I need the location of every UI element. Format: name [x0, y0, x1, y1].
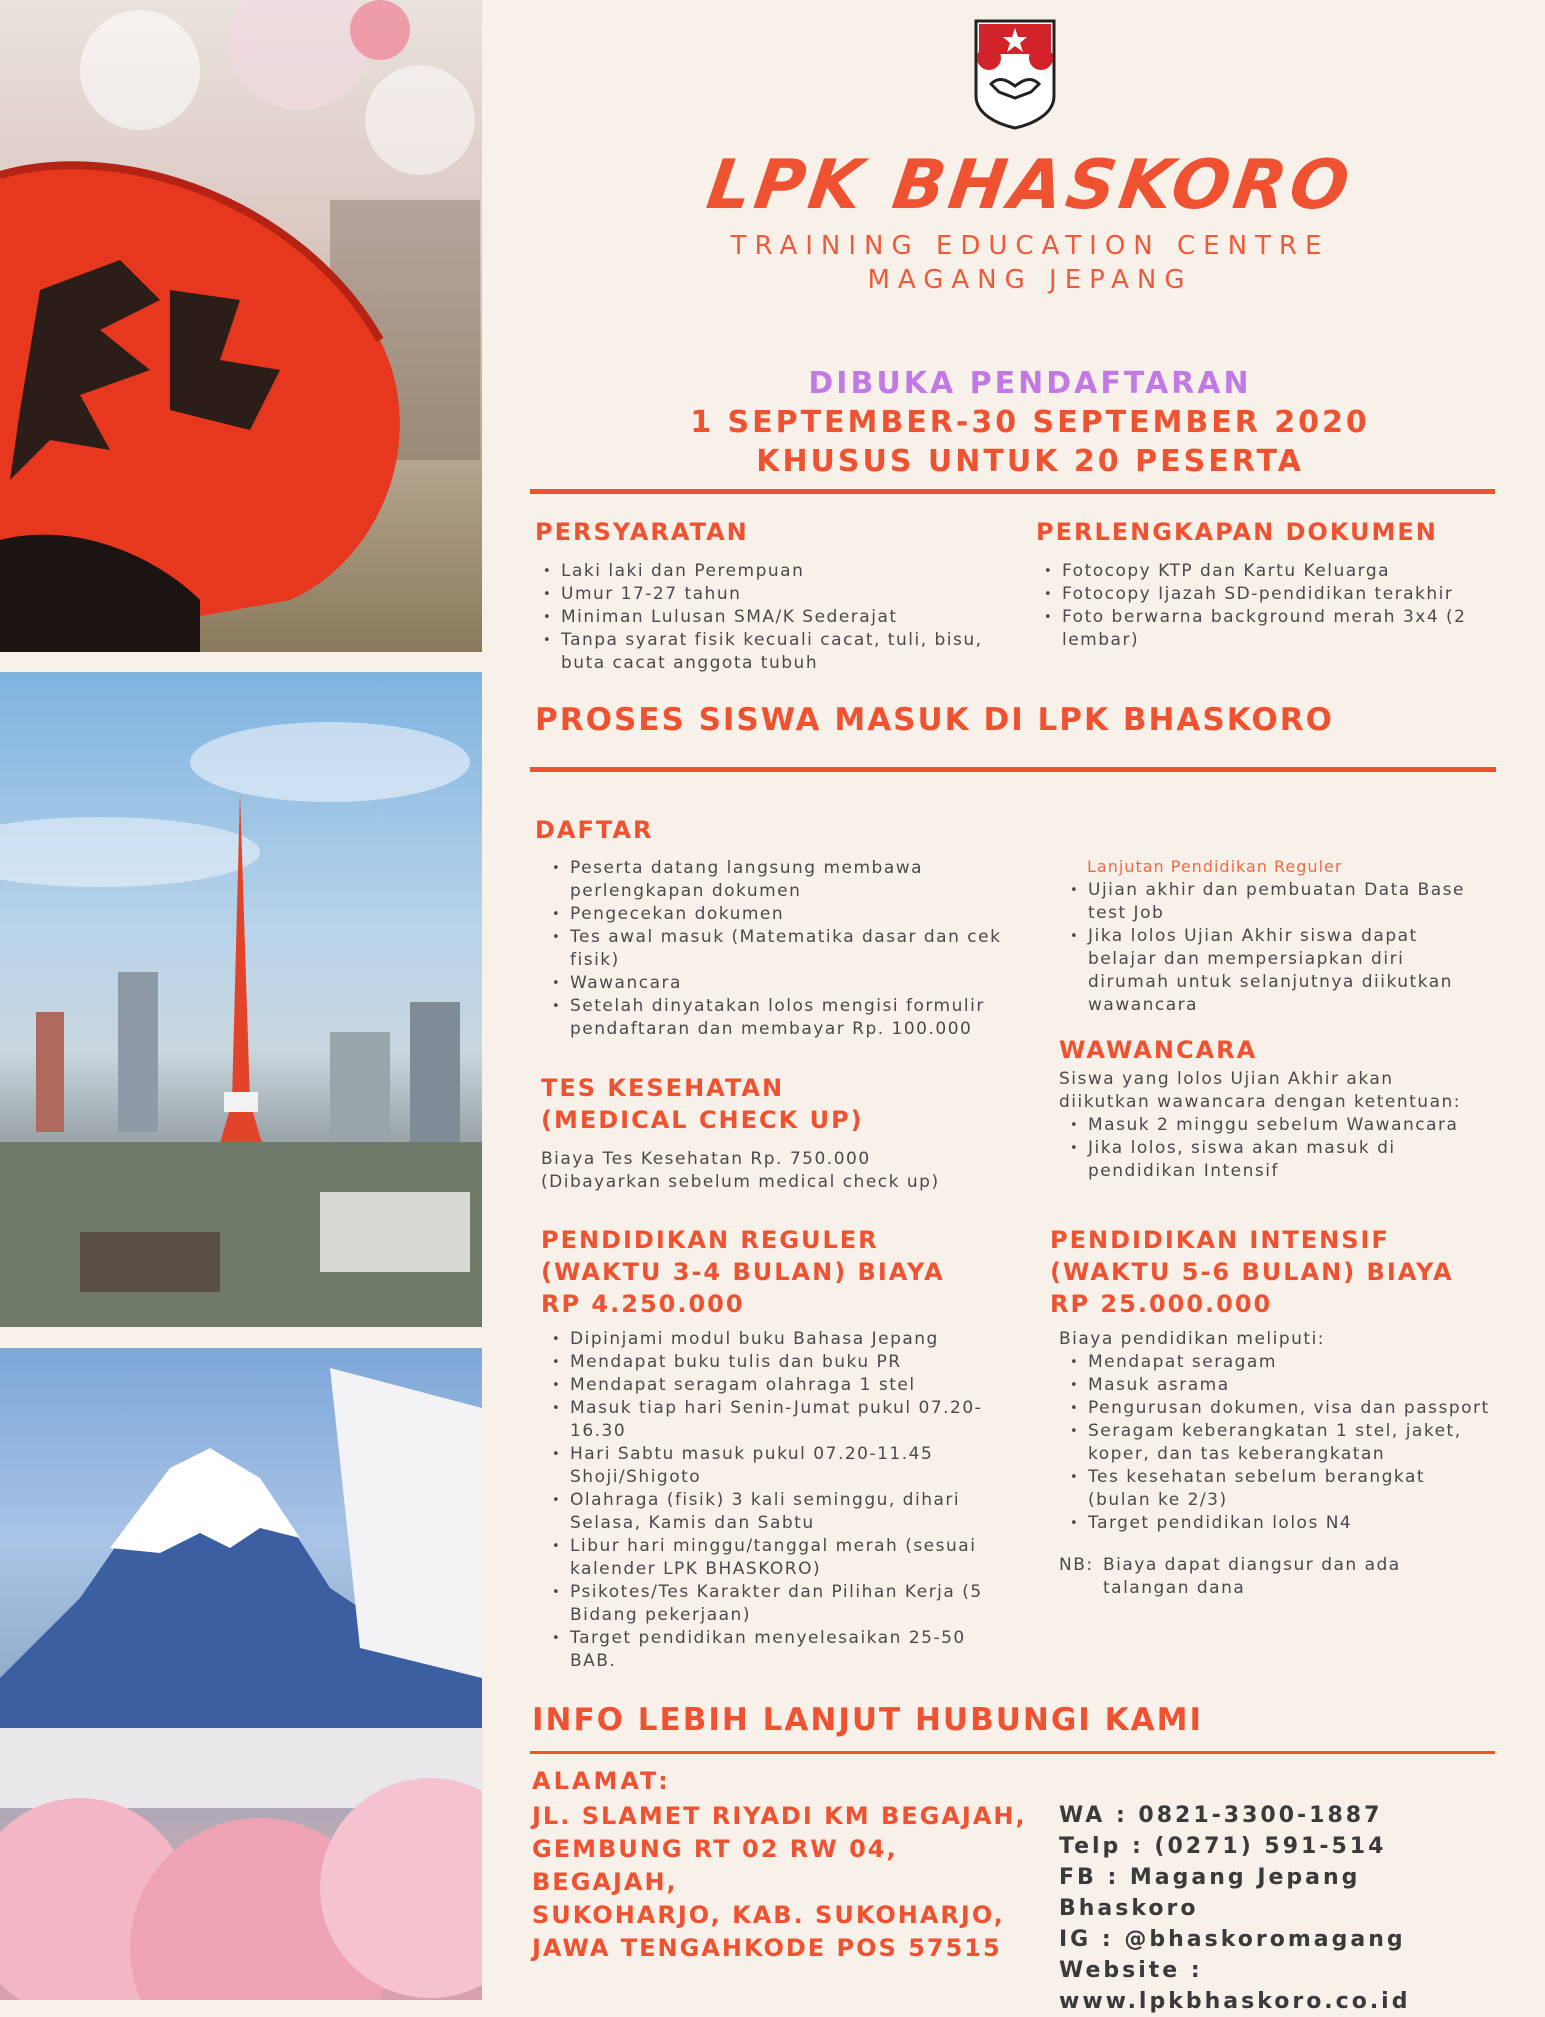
list-item: • Fotocopy Ijazah SD-pendidikan terakhir — [1036, 583, 1491, 606]
tes-kesehatan-title-2: (MEDICAL CHECK UP) — [541, 1106, 864, 1134]
list-item: • Jika lolos Ujian Akhir siswa dapat belajar dan mempersiapkan diri dirumah untuk selanjutnya diikutkan wawancara — [1062, 925, 1482, 1017]
contact-website[interactable]: Website : www.lpkbhaskoro.co.id — [1059, 1958, 1411, 2014]
list-item: • Ujian akhir dan pembuatan Data Base test Job — [1062, 879, 1482, 925]
list-item: • Seragam keberangkatan 1 stel, jaket, koper, dan tas keberangkatan — [1062, 1420, 1492, 1466]
divider-2 — [530, 767, 1496, 772]
list-item: • Tes awal masuk (Matematika dasar dan cek fisik) — [544, 926, 1004, 972]
list-item: • Mendapat seragam — [1062, 1351, 1492, 1374]
reguler-title-1: PENDIDIKAN REGULER — [541, 1226, 879, 1254]
list-item: • Psikotes/Tes Karakter dan Pilihan Kerja (5 Bidang pekerjaan) — [544, 1581, 994, 1627]
announcement-line-3: KHUSUS UNTUK 20 PESERTA — [756, 444, 1304, 479]
wawancara-list — [1062, 1114, 1492, 1183]
list-item: • Dipinjami modul buku Bahasa Jepang — [544, 1328, 994, 1351]
list-item: • Mendapat buku tulis dan buku PR — [544, 1351, 994, 1374]
list-item: • Fotocopy KTP dan Kartu Keluarga — [1036, 560, 1491, 583]
brand-subtitle-1: TRAINING EDUCATION CENTRE — [730, 231, 1330, 261]
list-item: • Tes kesehatan sebelum berangkat (bulan ke 2/3) — [1062, 1466, 1492, 1512]
brand-title: LPK BHASKORO — [702, 146, 1358, 225]
photo-tokyo-tower — [0, 672, 482, 1327]
perlengkapan-list — [1036, 560, 1491, 652]
intensif-note-text: Biaya dapat diangsur dan ada talangan dana — [1103, 1555, 1401, 1598]
brand-subtitle-2: MAGANG JEPANG — [867, 265, 1193, 295]
list-item: • Hari Sabtu masuk pukul 07.20-11.45 Shoji/Shigoto — [544, 1443, 994, 1489]
persyaratan-list — [535, 560, 995, 675]
list-item: • Setelah dinyatakan lolos mengisi formulir pendaftaran dan membayar Rp. 100.000 — [544, 995, 1004, 1041]
alamat-line: SUKOHARJO, KAB. SUKOHARJO, — [532, 1901, 1005, 1929]
list-item: • Target pendidikan menyelesaikan 25-50 BAB. — [544, 1627, 994, 1673]
list-item: • Wawancara — [544, 972, 1004, 995]
list-item: • Mendapat seragam olahraga 1 stel — [544, 1374, 994, 1397]
list-item: • Peserta datang langsung membawa perlengkapan dokumen — [544, 857, 1004, 903]
list-item: • Masuk tiap hari Senin-Jumat pukul 07.20-16.30 — [544, 1397, 994, 1443]
alamat-block — [532, 1800, 1032, 1965]
list-item: • Miniman Lulusan SMA/K Sederajat — [535, 606, 995, 629]
intensif-title-2: (WAKTU 5-6 BULAN) BIAYA — [1050, 1258, 1454, 1286]
reguler-list — [544, 1328, 994, 1673]
list-item: • Jika lolos, siswa akan masuk di pendidikan Intensif — [1062, 1137, 1492, 1183]
info-title: INFO LEBIH LANJUT HUBUNGI KAMI — [532, 1702, 1203, 1738]
daftar-title: DAFTAR — [535, 816, 654, 844]
list-item: • Tanpa syarat fisik kecuali cacat, tuli, bisu, buta cacat anggota tubuh — [535, 629, 995, 675]
list-item: • Masuk asrama — [1062, 1374, 1492, 1397]
intensif-intro: Biaya pendidikan meliputi: — [1059, 1329, 1326, 1349]
alamat-title: ALAMAT: — [532, 1767, 671, 1795]
list-item: • Libur hari minggu/tanggal merah (sesuai kalender LPK BHASKORO) — [544, 1535, 994, 1581]
intensif-list — [1062, 1351, 1492, 1535]
alamat-line: GEMBUNG RT 02 RW 04, BEGAJAH, — [532, 1835, 898, 1896]
list-item: • Pengecekan dokumen — [544, 903, 1004, 926]
list-item: • Target pendidikan lolos N4 — [1062, 1512, 1492, 1535]
list-item: • Pengurusan dokumen, visa dan passport — [1062, 1397, 1492, 1420]
tes-kesehatan-text-1: Biaya Tes Kesehatan Rp. 750.000 — [541, 1149, 871, 1169]
divider-3 — [530, 1751, 1495, 1754]
lanjutan-title: Lanjutan Pendidikan Reguler — [1087, 857, 1343, 876]
intensif-note-label: NB: — [1059, 1555, 1094, 1575]
intensif-title-1: PENDIDIKAN INTENSIF — [1050, 1226, 1390, 1254]
intensif-price: RP 25.000.000 — [1050, 1290, 1273, 1318]
alamat-line: JL. SLAMET RIYADI KM BEGAJAH, — [532, 1802, 1027, 1830]
contact-wa[interactable]: WA : 0821-3300-1887 — [1059, 1803, 1383, 1828]
contact-block — [1059, 1800, 1509, 2017]
photo-mount-fuji — [0, 1348, 482, 2000]
reguler-price: RP 4.250.000 — [541, 1290, 745, 1318]
contact-ig[interactable]: IG : @bhaskoromagang — [1059, 1927, 1406, 1952]
perlengkapan-title: PERLENGKAPAN DOKUMEN — [1036, 518, 1438, 546]
list-item: • Laki laki dan Perempuan — [535, 560, 995, 583]
list-item: • Masuk 2 minggu sebelum Wawancara — [1062, 1114, 1492, 1137]
alamat-line: JAWA TENGAHKODE POS 57515 — [532, 1934, 1002, 1962]
lpk-bhaskoro-logo — [973, 18, 1057, 134]
list-item: • Olahraga (fisik) 3 kali seminggu, dihari Selasa, Kamis dan Sabtu — [544, 1489, 994, 1535]
list-item: • Umur 17-27 tahun — [535, 583, 995, 606]
wawancara-intro: Siswa yang lolos Ujian Akhir akan diikutkan wawancara dengan ketentuan: — [1059, 1069, 1461, 1112]
announcement-line-1: DIBUKA PENDAFTARAN — [808, 366, 1252, 401]
daftar-list — [544, 857, 1004, 1041]
reguler-title-2: (WAKTU 3-4 BULAN) BIAYA — [541, 1258, 945, 1286]
lanjutan-list — [1062, 879, 1482, 1017]
persyaratan-title: PERSYARATAN — [535, 518, 749, 546]
announcement-line-2: 1 SEPTEMBER-30 SEPTEMBER 2020 — [690, 405, 1370, 440]
contact-fb[interactable]: FB : Magang Jepang Bhaskoro — [1059, 1865, 1361, 1921]
proses-title: PROSES SISWA MASUK DI LPK BHASKORO — [535, 702, 1334, 738]
contact-telp[interactable]: Telp : (0271) 591-514 — [1059, 1834, 1387, 1859]
divider-1 — [530, 489, 1495, 494]
list-item: • Foto berwarna background merah 3x4 (2 lembar) — [1036, 606, 1491, 652]
wawancara-title: WAWANCARA — [1059, 1036, 1258, 1064]
tes-kesehatan-text-2: (Dibayarkan sebelum medical check up) — [541, 1172, 940, 1192]
photo-festival-fan — [0, 0, 482, 652]
tes-kesehatan-title-1: TES KESEHATAN — [541, 1074, 785, 1102]
